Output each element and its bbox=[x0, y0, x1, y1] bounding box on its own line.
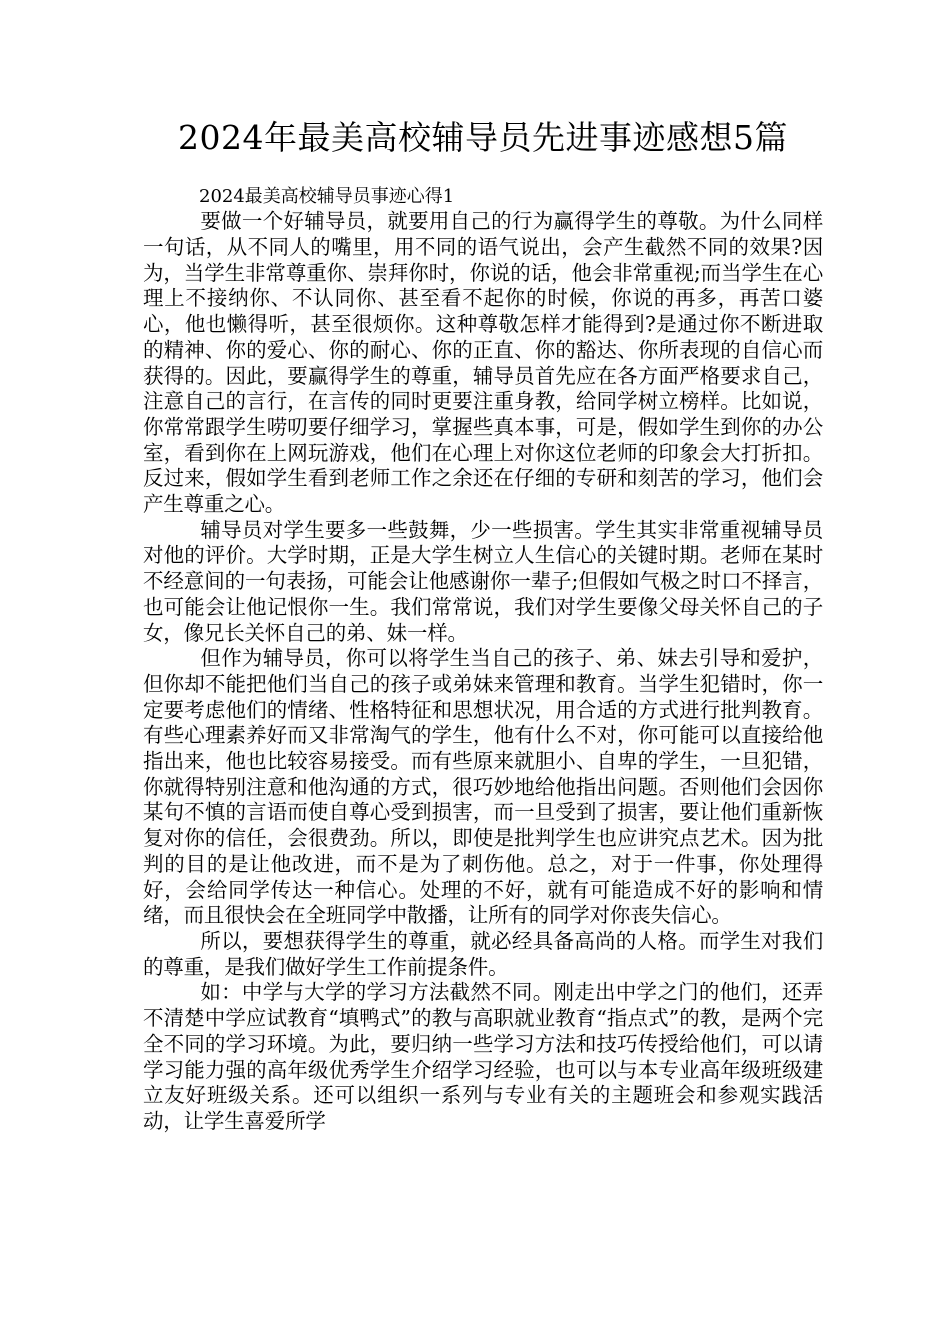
document-title: 2024年最美高校辅导员先进事迹感想5篇 bbox=[178, 118, 788, 157]
paragraph-3: 但作为辅导员，你可以将学生当自己的孩子、弟、妹去引导和爱护，但你却不能把他们当自己的孩子或弟妹来管理和教育。当学生犯错时，你一定要考虑他们的情绪、性格特征和思想状况，用合适的方式进行批判教育。有些心理素养好而又非常淘气的学生，他有什么不对，你可能可以直接给他指出来，他也比较容易接受。而有些原来就胆小、自卑的学生，一旦犯错，你就得特别注意和他沟通的方式，很巧妙地给他指出问题。否则他们会因你某句不慎的言语而使自尊心受到损害，而一旦受到了损害，要让他们重新恢复对你的信任，会很费劲。所以，即使是批判学生也应讲究点艺术。因为批判的目的是让他改进，而不是为了刺伤他。总之，对于一件事，你处理得好，会给同学传达一种信心。处理的不好，就有可能造成不好的影响和情绪，而且很快会在全班同学中散播，让所有的同学对你丧失信心。 bbox=[143, 646, 823, 928]
paragraph-2: 辅导员对学生要多一些鼓舞，少一些损害。学生其实非常重视辅导员对他的评价。大学时期，正是大学生树立人生信心的关键时期。老师在某时不经意间的一句表扬，可能会让他感谢你一辈子;但假如气极之时口不择言，也可能会让他记恨你一生。我们常常说，我们对学生要像父母关怀自己的子女，像兄长关怀自己的弟、妹一样。 bbox=[143, 517, 823, 645]
paragraph-5: 如：中学与大学的学习方法截然不同。刚走出中学之门的他们，还弄不清楚中学应试教育“填鸭式”的教与高职就业教育“指点式”的教，是两个完全不同的学习环境。为此，要归纳一些学习方法和技巧传授给他们，可以请学习能力强的高年级优秀学生介绍学习经验，也可以与本专业高年级班级建立友好班级关系。还可以组织一系列与专业有关的主题班会和参观实践活动，让学生喜爱所学 bbox=[143, 980, 823, 1133]
document-page bbox=[143, 118, 823, 1135]
paragraph-1: 要做一个好辅导员，就要用自己的行为赢得学生的尊敬。为什么同样一句话，从不同人的嘴里，用不同的语气说出，会产生截然不同的效果?因为，当学生非常尊重你、崇拜你时，你说的话，他会非常重视;而当学生在心理上不接纳你、不认同你、甚至看不起你的时候，你说的再多，再苦口婆心，他也懒得听，甚至很烦你。这种尊敬怎样才能得到?是通过你不断进取的精神、你的爱心、你的耐心、你的正直、你的豁达、你所表现的自信心而获得的。因此，要赢得学生的尊重，辅导员首先应在各方面严格要求自己，注意自己的言行，在言传的同时更要注重身教，给同学树立榜样。比如说，你常常跟学生唠叨要仔细学习，掌握些真本事，可是，假如学生到你的办公室，看到你在上网玩游戏，他们在心理上对你这位老师的印象会大打折扣。反过来，假如学生看到老师工作之余还在仔细的专研和刻苦的学习，他们会产生尊重之心。 bbox=[143, 209, 823, 517]
section-heading: 2024最美高校辅导员事迹心得1 bbox=[199, 185, 455, 207]
paragraph-4: 所以，要想获得学生的尊重，就必经具备高尚的人格。而学生对我们的尊重，是我们做好学生工作前提条件。 bbox=[143, 928, 823, 979]
